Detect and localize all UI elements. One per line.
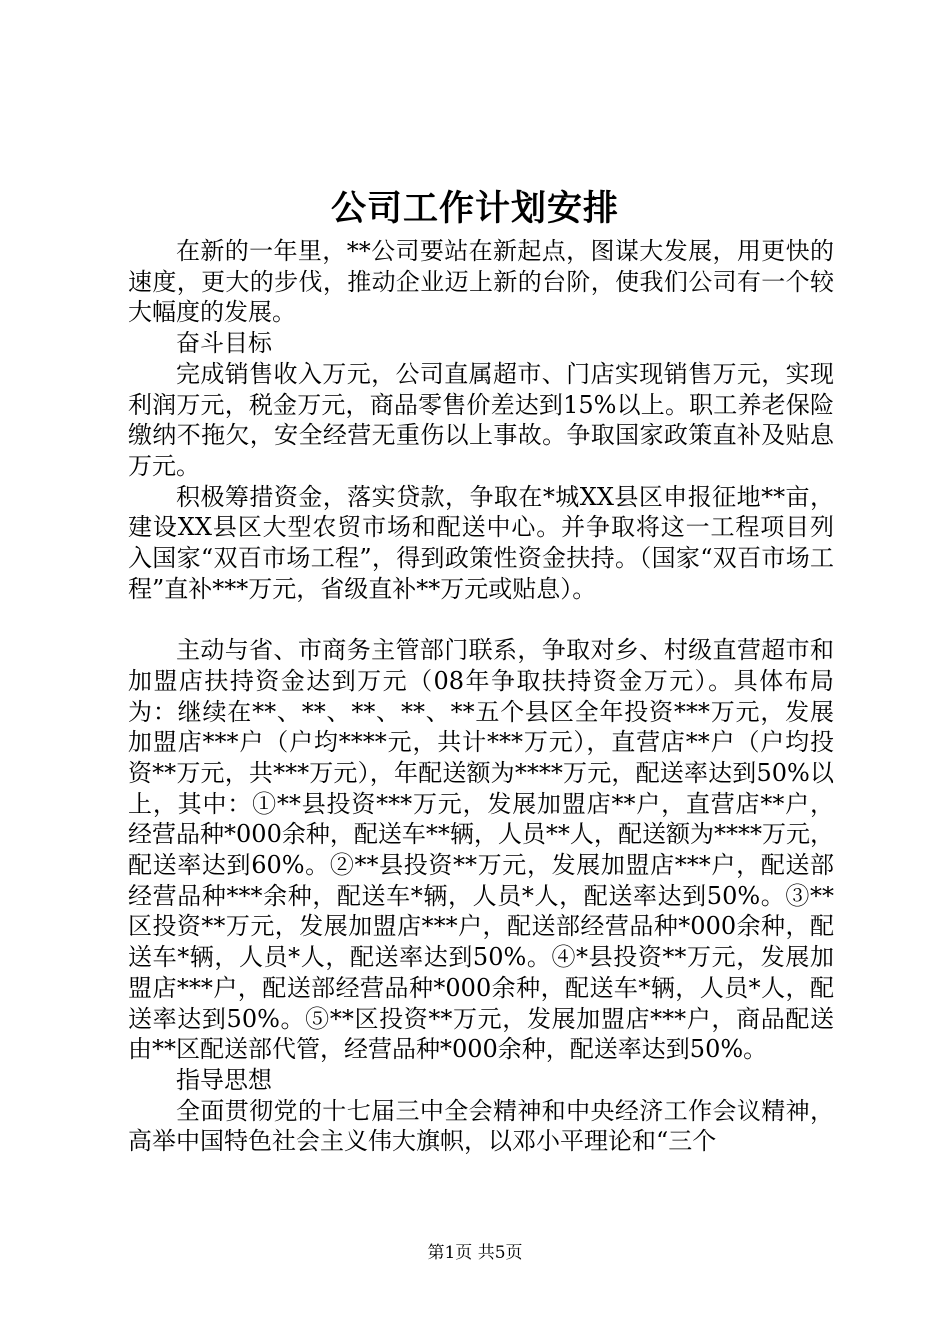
paragraph-spacer: [128, 604, 834, 635]
goals-paragraph: 完成销售收入万元，公司直属超市、门店实现销售万元，实现利润万元，税金万元，商品零售价差达到15%以上。职工养老保险缴纳不拖欠，安全经营无重伤以上事故。争取国家政策直补及贴息万元。: [128, 359, 834, 480]
document-body: [128, 236, 834, 1157]
funding-paragraph: 积极筹措资金，落实贷款，争取在*城XX县区申报征地**亩，建设XX县区大型农贸市场和配送中心。并争取将这一工程项目列入国家“双百市场工程”，得到政策性资金扶持。（国家“双百市场工程”直补***万元，省级直补**万元或贴息）。: [128, 482, 834, 603]
section-heading-goals: 奋斗目标: [176, 329, 272, 358]
document-title: 公司工作计划安排: [330, 188, 619, 229]
page-footer: 第1页 共5页: [427, 1243, 523, 1263]
intro-paragraph: 在新的一年里，**公司要站在新起点，图谋大发展，用更快的速度，更大的步伐，推动企业迈上新的台阶，使我们公司有一个较大幅度的发展。: [128, 237, 834, 327]
section-heading-guiding-ideology: 指导思想: [176, 1065, 272, 1094]
layout-paragraph: 主动与省、市商务主管部门联系，争取对乡、村级直营超市和加盟店扶持资金达到万元（08年争取扶持资金万元）。具体布局为：继续在**、**、**、**、**五个县区全年投资***万元，发展加盟店***户（户均****元，共计***万元），直营店**户（户均投资**万元，共***万元），年配送额为****万元，配送率达到50%以上，其中：①**县投资***万元，发展加盟店**户，直营店**户，经营品种*000余种，配送车**辆，人员**人，配送额为****万元，配送率达到60%。②**县投资**万元，发展加盟店***户，配送部经营品种***余种，配送车*辆，人员*人，配送率达到50%。③**区投资**万元，发展加盟店***户，配送部经营品种*000余种，配送车*辆，人员*人，配送率达到50%。④*县投资**万元，发展加盟店***户，配送部经营品种*000余种，配送车*辆，人员*人，配送率达到50%。⑤**区投资**万元，发展加盟店***户，商品配送由**区配送部代管，经营品种*000余种，配送率达到50%。: [128, 636, 834, 1064]
ideology-paragraph: 全面贯彻党的十七届三中全会精神和中央经济工作会议精神，高举中国特色社会主义伟大旗帜，以邓小平理论和“三个: [128, 1096, 834, 1156]
